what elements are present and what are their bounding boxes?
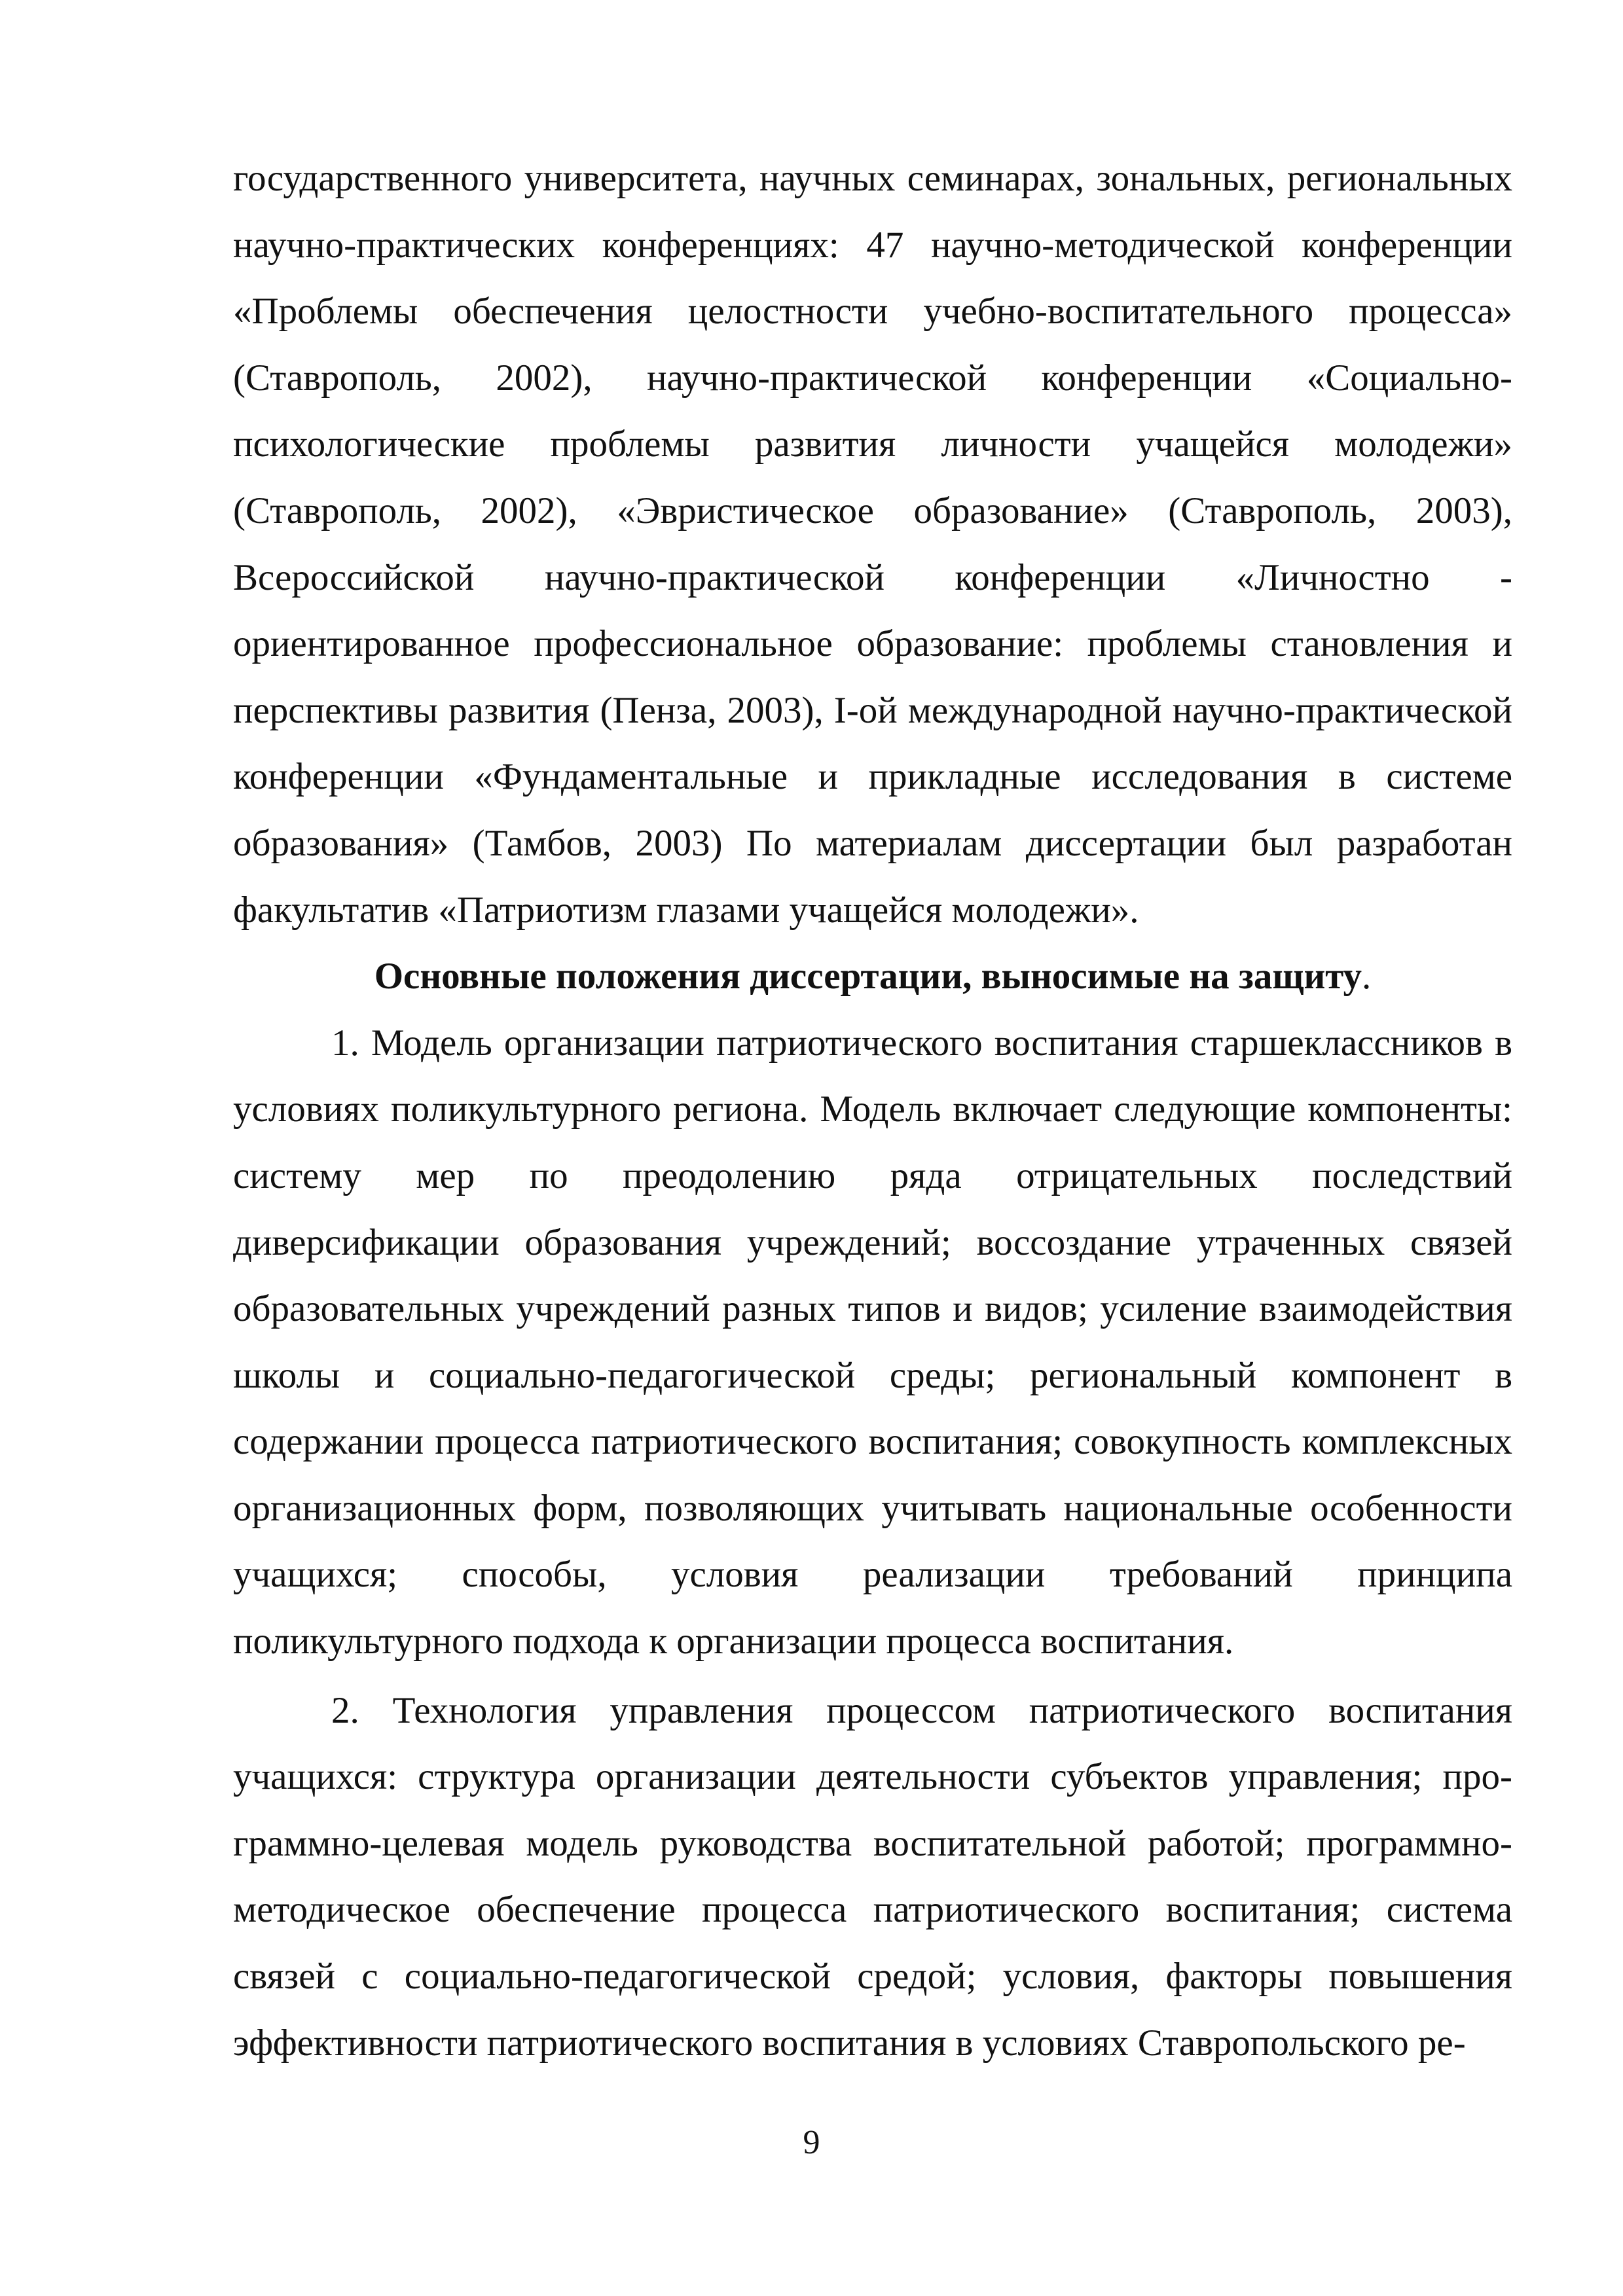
intro-paragraph: государственного университета, научных семинарах, зональных, региональных научно-практических конференциях: 47 научно-методической конференции «Проблемы обеспечения целостности учебно-воспитательного процесса» (Ставрополь, 2002), научно-практической конференции «Социально-психологические проблемы развития личности учащейся молодежи» (Ставрополь, 2002), «Эвристическое образование» (Ставрополь, 2003), Всероссийской научно-практической конференции «Личностно - ориентированное профессиональное образование: проблемы становления и перспективы развития (Пенза, 2003), I-ой международной научно-практической конференции «Фундаментальные и прикладные исследования в системе образования» (Тамбов, 2003) По материалам диссертации был разработан факультатив «Патриотизм глазами учащейся молодежи».	[233, 158, 1512, 931]
section-heading-period: .	[1362, 956, 1372, 997]
thesis-point-2: 2. Технология управления процессом патриотического воспитания учащихся: структура организации деятельности субъектов управления; про-граммно-целевая модель руководства воспитательной работой; программно-методическое обеспечение процесса патриотического воспитания; система связей с социально-педагогической средой; условия, факторы повышения эффективности патриотического воспитания в условиях Ставропольского ре-	[233, 1689, 1512, 2064]
thesis-point-1: 1. Модель организации патриотического воспитания старшеклассников в условиях поликультурного региона. Модель включает следующие компоненты: систему мер по преодолению ряда отрицательных последствий диверсификации образования учреждений; воссоздание утраченных связей образовательных учреждений разных типов и видов; усиление взаимодействия школы и социально-педагогической среды; региональный компонент в содержании процесса патриотического воспитания; совокупность комплексных организационных форм, позволяющих учитывать национальные особенности учащихся; способы, условия реализации требований принципа поликультурного подхода к организации процесса воспитания.	[233, 1022, 1512, 1662]
page-number: 9	[803, 2124, 820, 2161]
section-heading	[233, 943, 1512, 1010]
document-page	[233, 145, 1512, 2076]
section-heading-text: Основные положения диссертации, выносимые на защиту	[374, 956, 1362, 997]
